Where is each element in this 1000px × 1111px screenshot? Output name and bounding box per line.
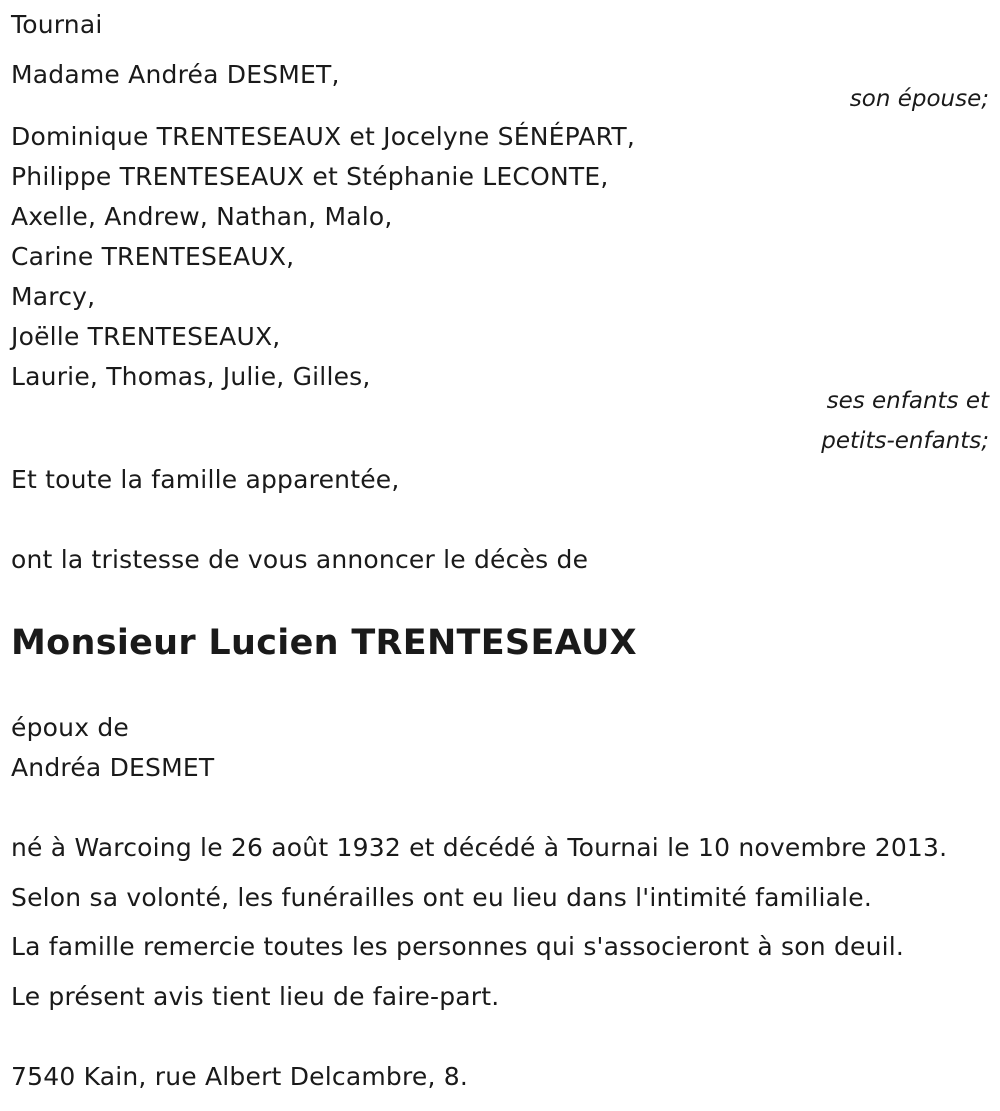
address-line: 7540 Kain, rue Albert Delcambre, 8. — [11, 1062, 469, 1091]
spouse-of-name: Andréa DESMET — [11, 753, 215, 782]
spouse-of-label: époux de — [11, 713, 129, 742]
grandchildren-line: Laurie, Thomas, Julie, Gilles, — [11, 362, 371, 391]
children-relation-line: petits-enfants; — [821, 428, 989, 454]
spouse-name: Madame Andréa DESMET, — [11, 60, 340, 89]
announcement-line: ont la tristesse de vous annoncer le décès de — [11, 545, 589, 574]
child-line: Philippe TRENTESEAUX et Stéphanie LECONTE, — [11, 162, 609, 191]
place-name: Tournai — [11, 10, 103, 39]
thanks-line: La famille remercie toutes les personnes qui s'associeront à son deuil. — [11, 932, 905, 961]
funeral-line: Selon sa volonté, les funérailles ont eu lieu dans l'intimité familiale. — [11, 883, 873, 912]
spouse-relation: son épouse; — [849, 86, 989, 112]
grandchildren-line: Axelle, Andrew, Nathan, Malo, — [11, 202, 393, 231]
child-line: Carine TRENTESEAUX, — [11, 242, 295, 271]
deceased-name: Monsieur Lucien TRENTESEAUX — [11, 623, 637, 663]
child-line: Joëlle TRENTESEAUX, — [11, 322, 281, 351]
birth-death-line: né à Warcoing le 26 août 1932 et décédé à Tournai le 10 novembre 2013. — [11, 833, 948, 862]
grandchildren-line: Marcy, — [11, 282, 96, 311]
children-relation-line: ses enfants et — [826, 388, 989, 414]
notice-line: Le présent avis tient lieu de faire-part. — [11, 982, 500, 1011]
family-line: Et toute la famille apparentée, — [11, 465, 400, 494]
child-line: Dominique TRENTESEAUX et Jocelyne SÉNÉPART, — [11, 122, 635, 151]
